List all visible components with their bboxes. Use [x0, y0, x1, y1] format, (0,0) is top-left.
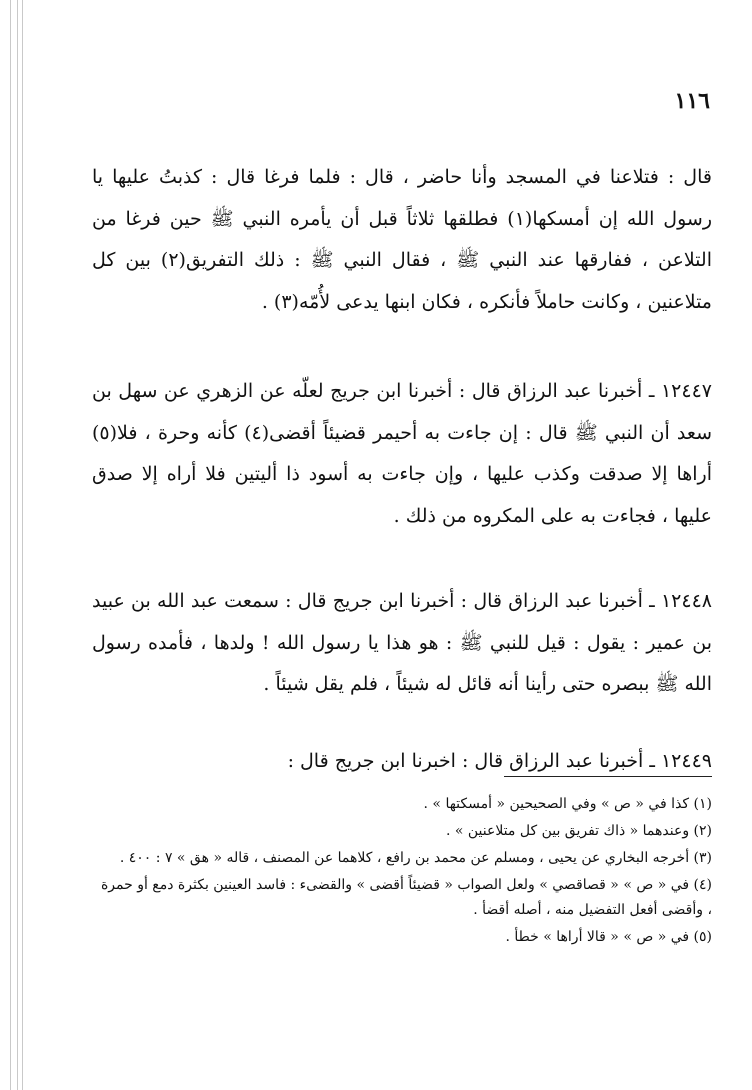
footnote-1: (١) كذا في « ص » وفي الصحيحين « أمسكتها » . [423, 796, 712, 812]
footnote-4: (٤) في « ص » « قصاقصي » ولعل الصواب « قضيئاً أقضى » والقضىء : فاسد العينين بكثرة دمع أو حمرة ، وأقضى أفعل التفضيل منه ، أصله أقضأ . [100, 877, 712, 918]
footnote-2: (٢) وعندهما « ذاك تفريق بين كل متلاعنين » . [445, 823, 712, 839]
paragraph-continuation: قال : فتلاعنا في المسجد وأنا حاضر ، قال : فلما فرغا قال : كذبتُ عليها يا رسول الله إن أمسكها(١) فطلقها ثلاثاً قبل أن يأمره النبي ﷺ حين فرغا من التلاعن ، ففارقها عند النبي ﷺ ، فقال النبي ﷺ : ذلك التفريق(٢) بين كل متلاعنين ، وكانت حاملاً فأنكره ، فكان ابنها يدعى لأُمّه(٣) . [92, 166, 713, 313]
hadith-12447: ١٢٤٤٧ ـ أخبرنا عبد الرزاق قال : أخبرنا ابن جريج لعلّه عن الزهري عن سهل بن سعد أن النبي ﷺ قال : إن جاءت به أحيمر قضيئاً أقضى(٤) كأنه وحرة ، فلا(٥) أراها إلا صدقت وكذب عليها ، وإن جاءت به أسود ذا أليتين فلا أراه إلا صدق عليها ، فجاءت به على المكروه من ذلك . [92, 380, 712, 527]
footnote-5: (٥) في « ص » « قالا أراها » خطأ . [505, 929, 712, 945]
footnotes [92, 790, 712, 952]
footnote-3: (٣) أخرجه البخاري عن يحيى ، ومسلم عن محمد بن رافع ، كلاهما عن المصنف ، قاله « هق » ٧ : ٤٠٠ . [119, 850, 712, 866]
document-page [80, 0, 720, 1090]
hadith-12448: ١٢٤٤٨ ـ أخبرنا عبد الرزاق قال : أخبرنا ابن جريج قال : سمعت عبد الله بن عبيد بن عمير : يقول : قيل للنبي ﷺ : هو هذا يا رسول الله ! ولدها ، فأمده رسول الله ﷺ ببصره حتى رأينا أنه قائل له شيئاً ، فلم يقل شيئاً . [92, 590, 712, 695]
footnote-divider [504, 776, 712, 777]
hadith-12449: ١٢٤٤٩ ـ أخبرنا عبد الرزاق قال : اخبرنا ابن جريج قال : [287, 750, 712, 772]
page-number: ١١٦ [674, 88, 710, 114]
scan-edge-lines [0, 0, 40, 1090]
